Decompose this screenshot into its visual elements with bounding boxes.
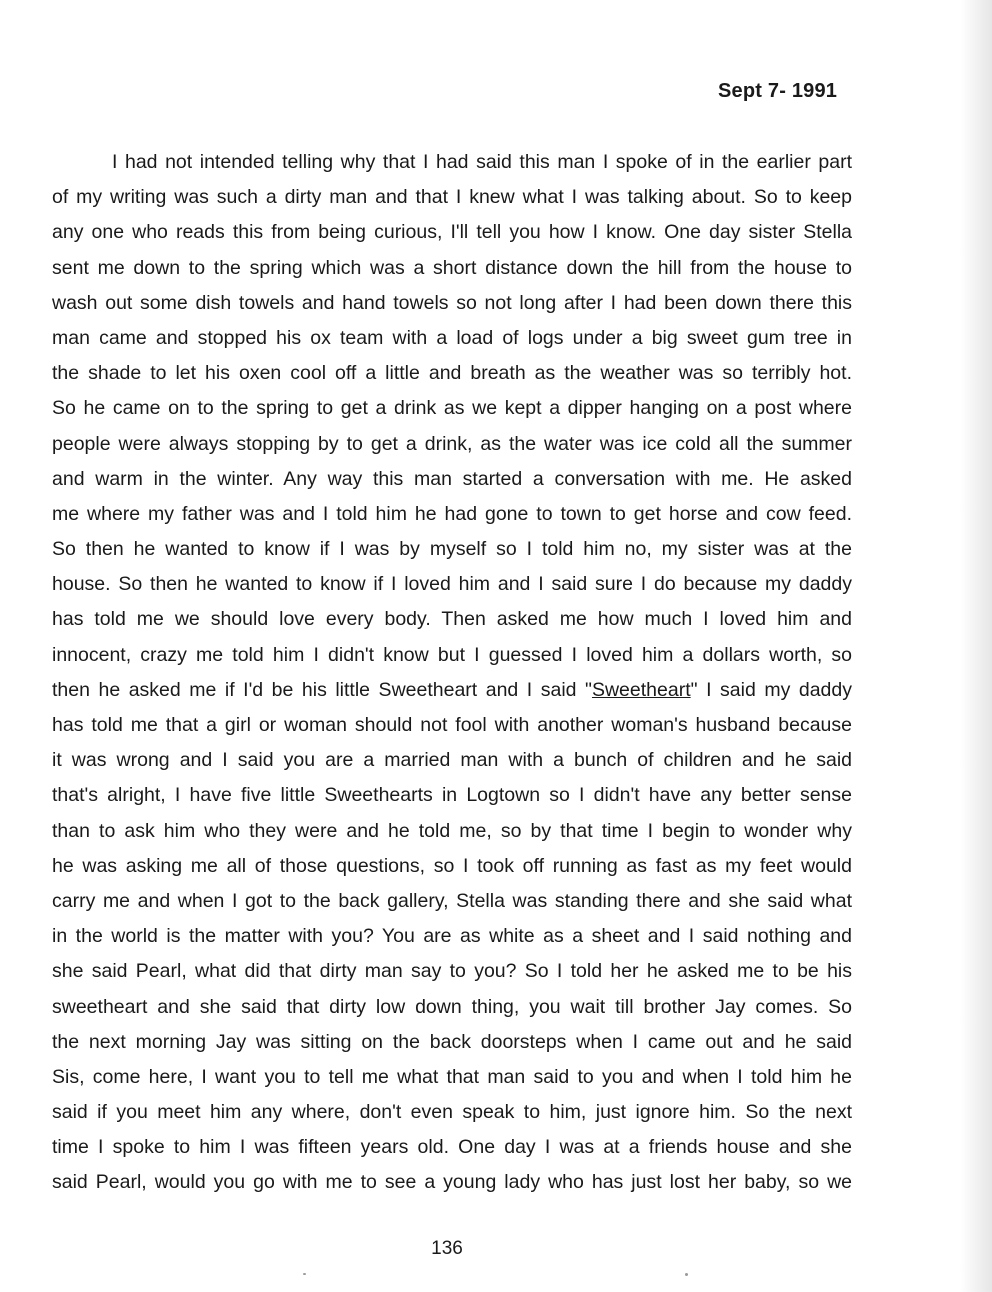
text-line: Sis, come here, I want you to tell me what that man said to you and when I told him he (52, 1065, 852, 1088)
underlined-word: Sweetheart (591, 678, 691, 701)
page-edge-shadow (960, 0, 992, 1292)
text-line: me where my father was and I told him he had gone to town to get horse and cow feed. (52, 502, 852, 525)
scan-speck (685, 1273, 688, 1276)
text-line: he was asking me all of those questions, so I took off running as fast as my feet would (52, 854, 852, 877)
text-line: carry me and when I got to the back gallery, Stella was standing there and she said what (52, 889, 852, 912)
text-line: people were always stopping by to get a drink, as the water was ice cold all the summer (52, 432, 852, 455)
text-line: the next morning Jay was sitting on the back doorsteps when I came out and he said (52, 1030, 852, 1053)
text-line: I had not intended telling why that I had said this man I spoke of in the earlier part (112, 151, 852, 173)
scan-speck (303, 1273, 306, 1275)
text-line: So he came on to the spring to get a drink as we kept a dipper hanging on a post where (52, 397, 852, 420)
text-line: innocent, crazy me told him I didn't know but I guessed I loved him a dollars worth, so (52, 643, 852, 666)
text-line: time I spoke to him I was fifteen years old. One day I was at a friends house and she (52, 1136, 852, 1159)
text-line: any one who reads this from being curious, I'll tell you how I know. One day sister Stella (52, 221, 852, 244)
text-line: the shade to let his oxen cool off a little and breath as the weather was so terribly hot. (52, 362, 852, 385)
text-line-sweetheart (52, 673, 852, 708)
text-line: house. So then he wanted to know if I loved him and I said sure I do because my daddy (52, 573, 852, 596)
text-line: has told me that a girl or woman should not fool with another woman's husband because (52, 714, 852, 736)
text-line: and warm in the winter. Any way this man started a conversation with me. He asked (52, 467, 852, 490)
text-line: said if you meet him any where, don't even speak to him, just ignore him. So the next (52, 1101, 852, 1124)
text-line: sent me down to the spring which was a short distance down the hill from the house to (52, 256, 852, 279)
text-line: of my writing was such a dirty man and that I knew what I was talking about. So to keep (52, 186, 852, 209)
text-line: So then he wanted to know if I was by myself so I told him no, my sister was at the (52, 538, 852, 561)
text-line: man came and stopped his ox team with a load of logs under a big sweet gum tree in (52, 326, 852, 349)
text-line: said Pearl, would you go with me to see a young lady who has just lost her baby, so we (52, 1171, 852, 1194)
text-line: in the world is the matter with you? You are as white as a sheet and I said nothing and (52, 925, 852, 948)
text-line: sweetheart and she said that dirty low down thing, you wait till brother Jay comes. So (52, 995, 852, 1018)
body-text (52, 145, 852, 1201)
text-line: that's alright, I have five little Sweethearts in Logtown so I didn't have any better sense (52, 784, 852, 807)
text-segment: then he asked me if I'd be his little Sweetheart and I said " (52, 678, 592, 701)
text-line: than to ask him who they were and he told me, so by that time I begin to wonder why (52, 819, 852, 842)
text-line: wash out some dish towels and hand towels so not long after I had been down there this (52, 291, 852, 314)
text-line: it was wrong and I said you are a married man with a bunch of children and he said (52, 749, 852, 772)
page-number: 136 (431, 1238, 463, 1259)
text-line: she said Pearl, what did that dirty man say to you? So I told her he asked me to be his (52, 960, 852, 983)
entry-date: Sept 7- 1991 (718, 80, 838, 102)
text-segment: " I said my daddy (690, 678, 852, 701)
text-line: has told me we should love every body. Then asked me how much I loved him and (52, 608, 852, 631)
